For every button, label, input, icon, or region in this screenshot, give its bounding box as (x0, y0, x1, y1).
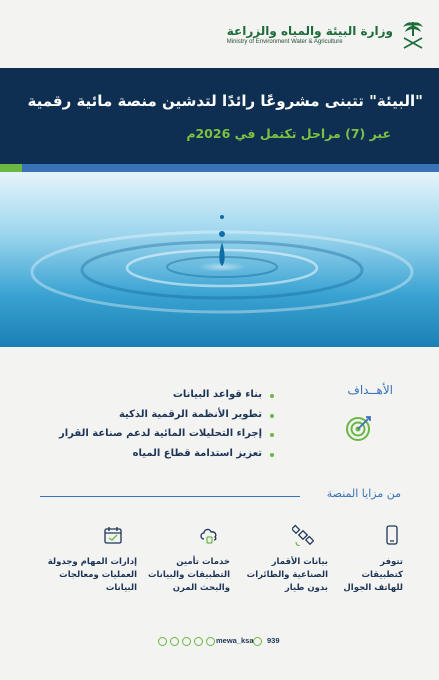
page-title: "البيئة" تتبنى مشروعًا رائدًا لتدشين منصة مائية رقمية (27, 92, 423, 110)
ministry-logo (227, 18, 427, 52)
feature-security-label: خدمات تأمين التطبيقات والبيانات والبحث المرن (147, 557, 230, 593)
accent-stripe-green (0, 164, 22, 172)
goal-item: تعزيز استدامة قطاع المياه (59, 447, 274, 467)
header (0, 0, 439, 68)
social-handle: mewa_ksa (216, 636, 254, 645)
twitter-icon[interactable] (158, 637, 167, 646)
advantages-divider (40, 496, 300, 497)
target-icon (344, 413, 374, 443)
goal-item: إجراء التحليلات المائية لدعم صناعة القرار (59, 427, 274, 447)
feature-mobile-label: تتوفر كتطبيقات للهاتف الجوال (343, 557, 403, 593)
advantages-heading: من مزايا المنصة (326, 487, 401, 500)
goals-list (59, 388, 274, 466)
goals-heading: الأهــداف (347, 383, 393, 397)
goal-item: تطوير الأنظمة الرقمية الذكية (59, 408, 274, 428)
phone-call-icon (253, 637, 262, 646)
ministry-name-ar: وزارة البيئة والمياه والزراعة (226, 23, 393, 38)
water-drop-image (0, 172, 439, 347)
cloud-security-icon (198, 524, 220, 546)
linkedin-icon[interactable] (170, 637, 179, 646)
youtube-icon[interactable] (206, 637, 215, 646)
ministry-name-en: Ministry of Environment Water & Agriculture (226, 38, 343, 45)
phone-icon (381, 524, 403, 546)
feature-satellite-label: بيانات الأقمار الصناعية والطائرات بدون طيار (246, 557, 328, 593)
page-subtitle: عبر (7) مراحل تكتمل في 2026م (186, 126, 391, 141)
calendar-icon (102, 524, 124, 546)
title-banner (0, 68, 439, 164)
palm-swords-emblem-icon (399, 18, 427, 52)
feature-tasks-label: إدارات المهام وجدولة العمليات ومعالجات البيانات (47, 557, 137, 593)
satellite-icon (292, 524, 314, 546)
snapchat-icon[interactable] (182, 637, 191, 646)
contact-number: 939 (267, 636, 280, 645)
instagram-icon[interactable] (194, 637, 203, 646)
goal-item: بناء قواعد البيانات (59, 388, 274, 408)
accent-stripe-blue (22, 164, 439, 172)
